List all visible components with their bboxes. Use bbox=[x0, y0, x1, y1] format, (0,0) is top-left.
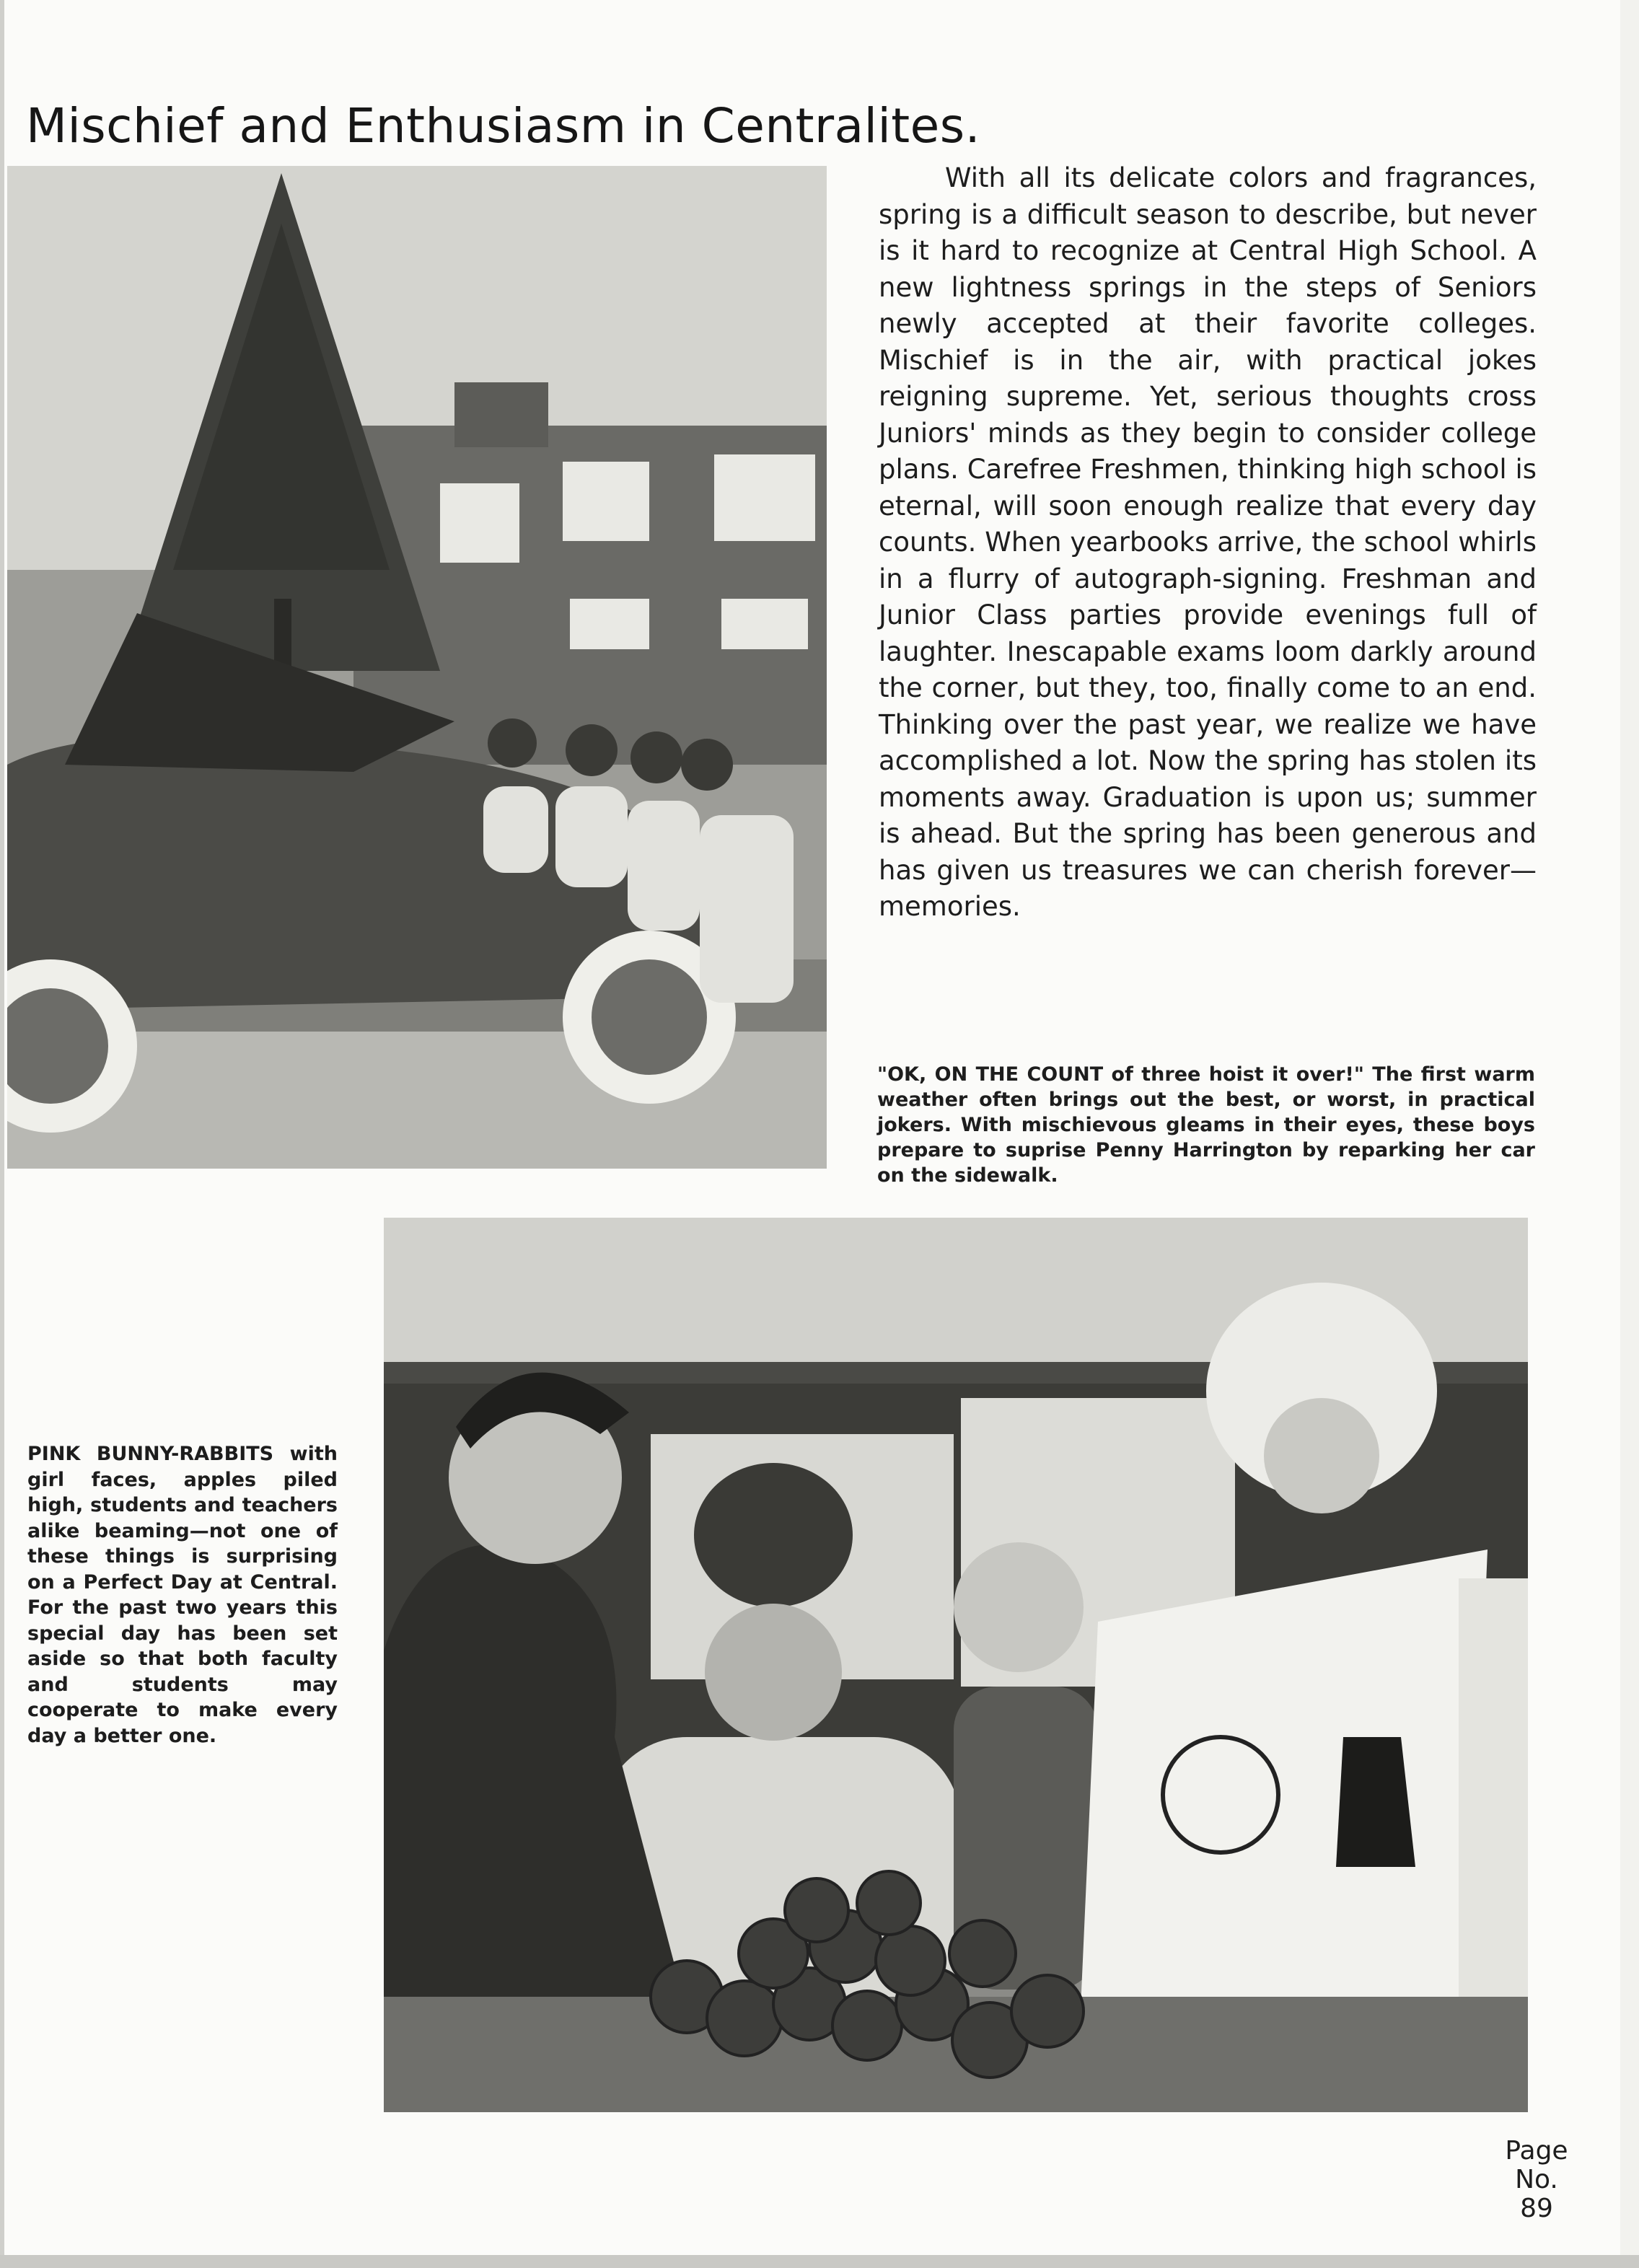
page-title: Mischief and Enthusiasm in Centralites. bbox=[26, 98, 981, 154]
scan-edge-left bbox=[0, 0, 4, 2268]
scan-edge-bottom bbox=[0, 2255, 1639, 2268]
scan-edge-right bbox=[1620, 0, 1639, 2268]
article-paragraph: With all its delicate colors and fragrances, spring is a difficult season to describe, but never is it hard to recognize at Central High School. A new lightness springs in the steps of Seniors newly accepted at their favorite colleges. Mischief is in the air, with practical jokes reigning supreme. Yet, serious thoughts cross Juniors' minds as they begin to consider college plans. Carefree Freshmen, thinking high school is eternal, will soon enough realize that every day counts. When yearbooks arrive, the school whirls in a flurry of autograph-signing. Freshman and Junior Class parties provide evenings full of laughter. Inescapable exams loom darkly around the corner, but they, too, finally come to an end. Thinking over the past year, we realize we have accomplished a lot. Now the spring has stolen its moments away. Graduation is upon us; summer is ahead. But the spring has been generous and has given us treasures we can cherish forever—memories. bbox=[879, 162, 1537, 922]
car-prank-photo bbox=[7, 166, 827, 1169]
car-prank-illustration bbox=[7, 166, 827, 1169]
page-number-abbrev: No. bbox=[1515, 2165, 1558, 2194]
page-number-label: Page bbox=[1505, 2136, 1568, 2166]
perfect-day-photo bbox=[384, 1218, 1528, 2112]
page-number bbox=[1486, 2137, 1587, 2223]
perfect-day-illustration bbox=[384, 1218, 1528, 2112]
perfect-day-caption: PINK BUNNY-RABBITS with girl faces, apples piled high, students and teachers alike beaming—not one of these things is surprising on a Perfect Day at Central. For the past two years this special day has been set aside so that both faculty and students may cooperate to make every day a better one. bbox=[27, 1443, 338, 1747]
car-photo-caption: "OK, ON THE COUNT of three hoist it over!" The first warm weather often brings out the best, or worst, in practical jokers. With mischievous gleams in their eyes, these boys prepare to suprise Penny Harrington by reparking her car on the sidewalk. bbox=[877, 1063, 1535, 1187]
page-number-value: 89 bbox=[1520, 2194, 1553, 2223]
article-body bbox=[879, 160, 1537, 926]
